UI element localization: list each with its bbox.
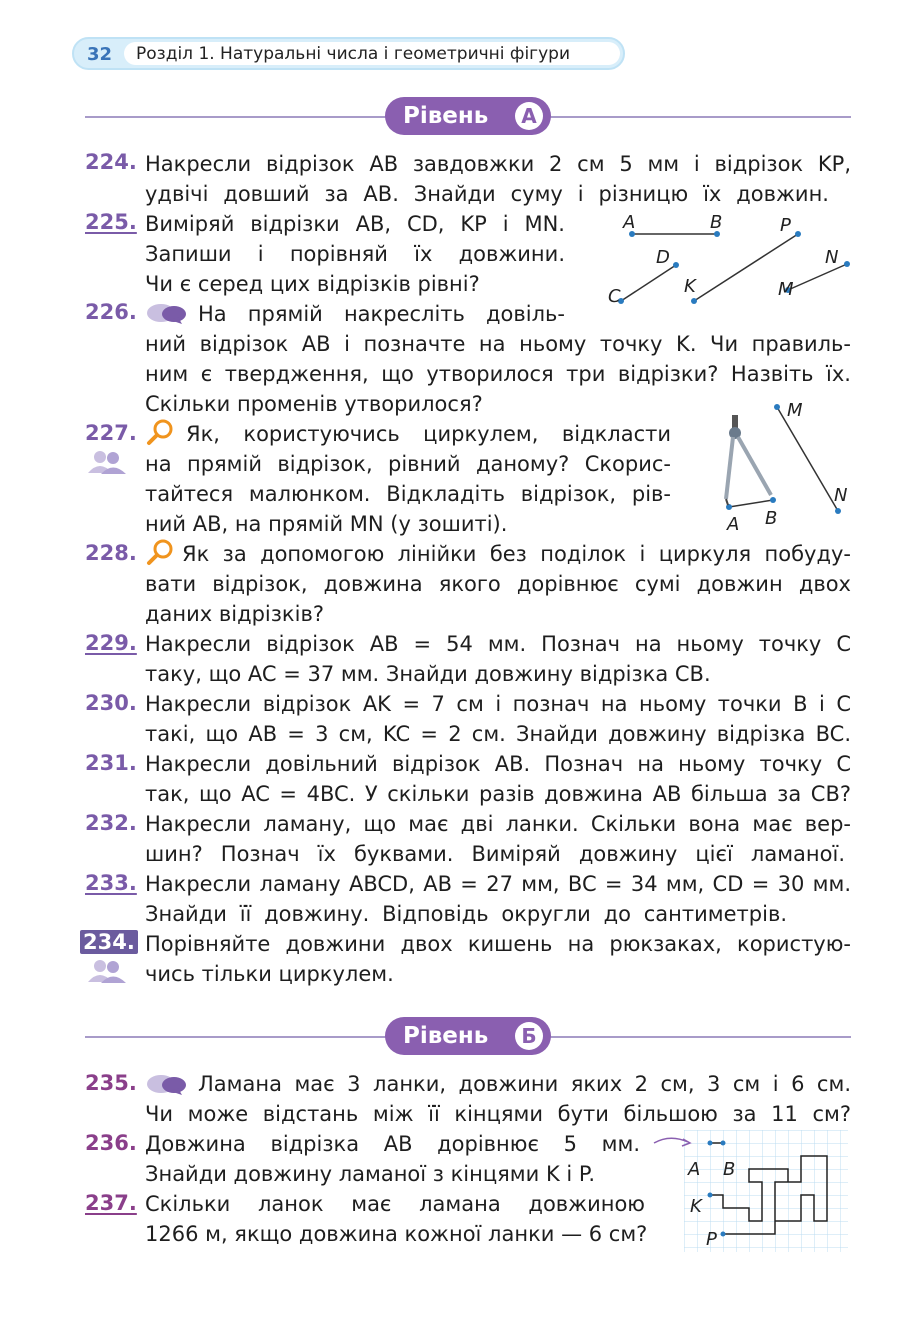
problem-text-line: Скільки променів утворилося?	[145, 392, 483, 416]
problem-text-line: шин? Познач їх буквами. Виміряй довжину цієї ламаної.	[145, 842, 845, 866]
point-label: D	[656, 247, 670, 268]
point-label: C	[608, 286, 621, 307]
problem-number: 227.	[85, 421, 137, 445]
problem-text-line: Накресли відрізок AB = 54 мм. Познач на ньому точку C	[145, 632, 851, 656]
problem-number: 232.	[85, 811, 137, 835]
point-label: B	[710, 212, 723, 233]
problem-number: 224.	[85, 150, 137, 174]
problem-number: 229.	[85, 631, 137, 655]
page-header	[72, 37, 625, 70]
point-label: P	[780, 215, 791, 236]
problem-text-line: на прямій відрізок, рівний даному? Скорис-	[145, 452, 671, 476]
level-a-word: Рівень	[403, 103, 489, 129]
problem-text-line: Довжина відрізка AB дорівнює 5 мм.	[145, 1132, 640, 1156]
section-title: Розділ 1. Натуральні числа і геометричні фігури	[124, 42, 620, 65]
problem-number: 237.	[85, 1191, 137, 1215]
point-label: A	[623, 212, 636, 233]
problem-text-line: ний відрізок AB і позначте на ньому точку K. Чи правиль-	[145, 332, 851, 356]
problem-text-line: такі, що AB = 3 см, KC = 2 см. Знайди довжину відрізка BC.	[145, 722, 851, 746]
problem-text-line: Знайди її довжину. Відповідь округли до сантиметрів.	[145, 902, 787, 926]
point-label: N	[825, 247, 839, 268]
magnifier-icon	[146, 418, 176, 446]
problem-number: 233.	[85, 871, 137, 895]
problem-text-line: даних відрізків?	[145, 602, 324, 626]
speech-bubbles-icon	[146, 303, 188, 325]
problem-text-line: Знайди довжину ламаної з кінцями K і P.	[145, 1162, 595, 1186]
problem-text-line: Виміряй відрізки AB, CD, KP і MN.	[145, 212, 565, 236]
point-label: B	[765, 508, 778, 529]
problem-text-line: Як, користуючись циркулем, відкласти	[186, 422, 671, 446]
problem-number: 235.	[85, 1071, 137, 1095]
problem-text-line: На прямій накресліть довіль-	[198, 302, 565, 326]
problem-text-line: Чи може відстань між її кінцями бути більшою за 11 см?	[145, 1102, 851, 1126]
problem-text-line: Чи є серед цих відрізків рівні?	[145, 272, 480, 296]
compass-icon	[726, 415, 771, 505]
page-number: 32	[87, 44, 113, 65]
problem-text-line: Накресли ламану ABCD, AB = 27 мм, BC = 34 мм, CD = 30 мм.	[145, 872, 851, 896]
level-a-badge	[385, 97, 551, 135]
problem-text-line: ним є твердження, що утворилося три відрізки? Назвіть їх.	[145, 362, 851, 386]
level-b-word: Рівень	[403, 1023, 489, 1049]
level-b-badge	[385, 1017, 551, 1055]
problem-number: 226.	[85, 300, 137, 324]
problem-number: 231.	[85, 751, 137, 775]
level-a-letter: А	[515, 102, 543, 130]
point-label: A	[688, 1159, 701, 1180]
problem-text-line: вати відрізок, довжина якого дорівнює сумі довжин двох	[145, 572, 851, 596]
pair-work-icon	[86, 449, 128, 475]
point-label: M	[787, 400, 803, 421]
point-label: K	[684, 276, 696, 297]
problem-text-line: Накресли ламану, що має дві ланки. Скільки вона має вер-	[145, 812, 851, 836]
point-label: K	[690, 1196, 702, 1217]
problem-text-line: Накресли відрізок AK = 7 см і познач на ньому точки B і C	[145, 692, 851, 716]
point-label: B	[723, 1159, 736, 1180]
problem-number: 236.	[85, 1131, 137, 1155]
grid-polyline-figure	[650, 1128, 855, 1256]
problem-text-line: Запиши і порівняй їх довжини.	[145, 242, 565, 266]
speech-bubbles-icon	[146, 1074, 188, 1096]
problem-text-line: удвічі довший за AB. Знайди суму і різницю їх довжин.	[145, 182, 829, 206]
problem-text-line: таку, що AC = 37 мм. Знайди довжину відрізка CB.	[145, 662, 711, 686]
problem-number: 230.	[85, 691, 137, 715]
problem-text-line: Накресли довільний відрізок AB. Познач на ньому точку C	[145, 752, 851, 776]
point-label: A	[727, 514, 740, 535]
problem-number: 228.	[85, 541, 137, 565]
segments-figure	[600, 205, 860, 310]
problem-text-line: Накресли відрізок AB завдовжки 2 см 5 мм і відрізок KP,	[145, 152, 851, 176]
pair-work-icon	[86, 958, 128, 984]
problem-text-line: Як за допомогою лінійки без поділок і циркуля побуду-	[182, 542, 851, 566]
problem-text-line: Ламана має 3 ланки, довжини яких 2 см, 3 см і 6 см.	[198, 1072, 851, 1096]
problem-number: 225.	[85, 210, 137, 234]
problem-text-line: так, що AC = 4BC. У скільки разів довжина AB більша за CB?	[145, 782, 851, 806]
level-b-letter: Б	[515, 1022, 543, 1050]
problem-text-line: тайтеся малюнком. Відкладіть відрізок, рів-	[145, 482, 671, 506]
compass-figure	[705, 395, 860, 535]
problem-number: 234.	[80, 930, 138, 954]
point-label: M	[778, 279, 794, 300]
problem-text-line: ний AB, на прямій MN (у зошиті).	[145, 512, 508, 536]
problem-text-line: чись тільки циркулем.	[145, 962, 394, 986]
point-label: N	[834, 485, 848, 506]
point-label: P	[706, 1229, 717, 1250]
magnifier-icon	[146, 538, 176, 566]
problem-text-line: 1266 м, якщо довжина кожної ланки — 6 см?	[145, 1222, 648, 1246]
problem-text-line: Порівняйте довжини двох кишень на рюкзаках, користую-	[145, 932, 851, 956]
problem-text-line: Скільки ланок має ламана довжиною	[145, 1192, 645, 1216]
